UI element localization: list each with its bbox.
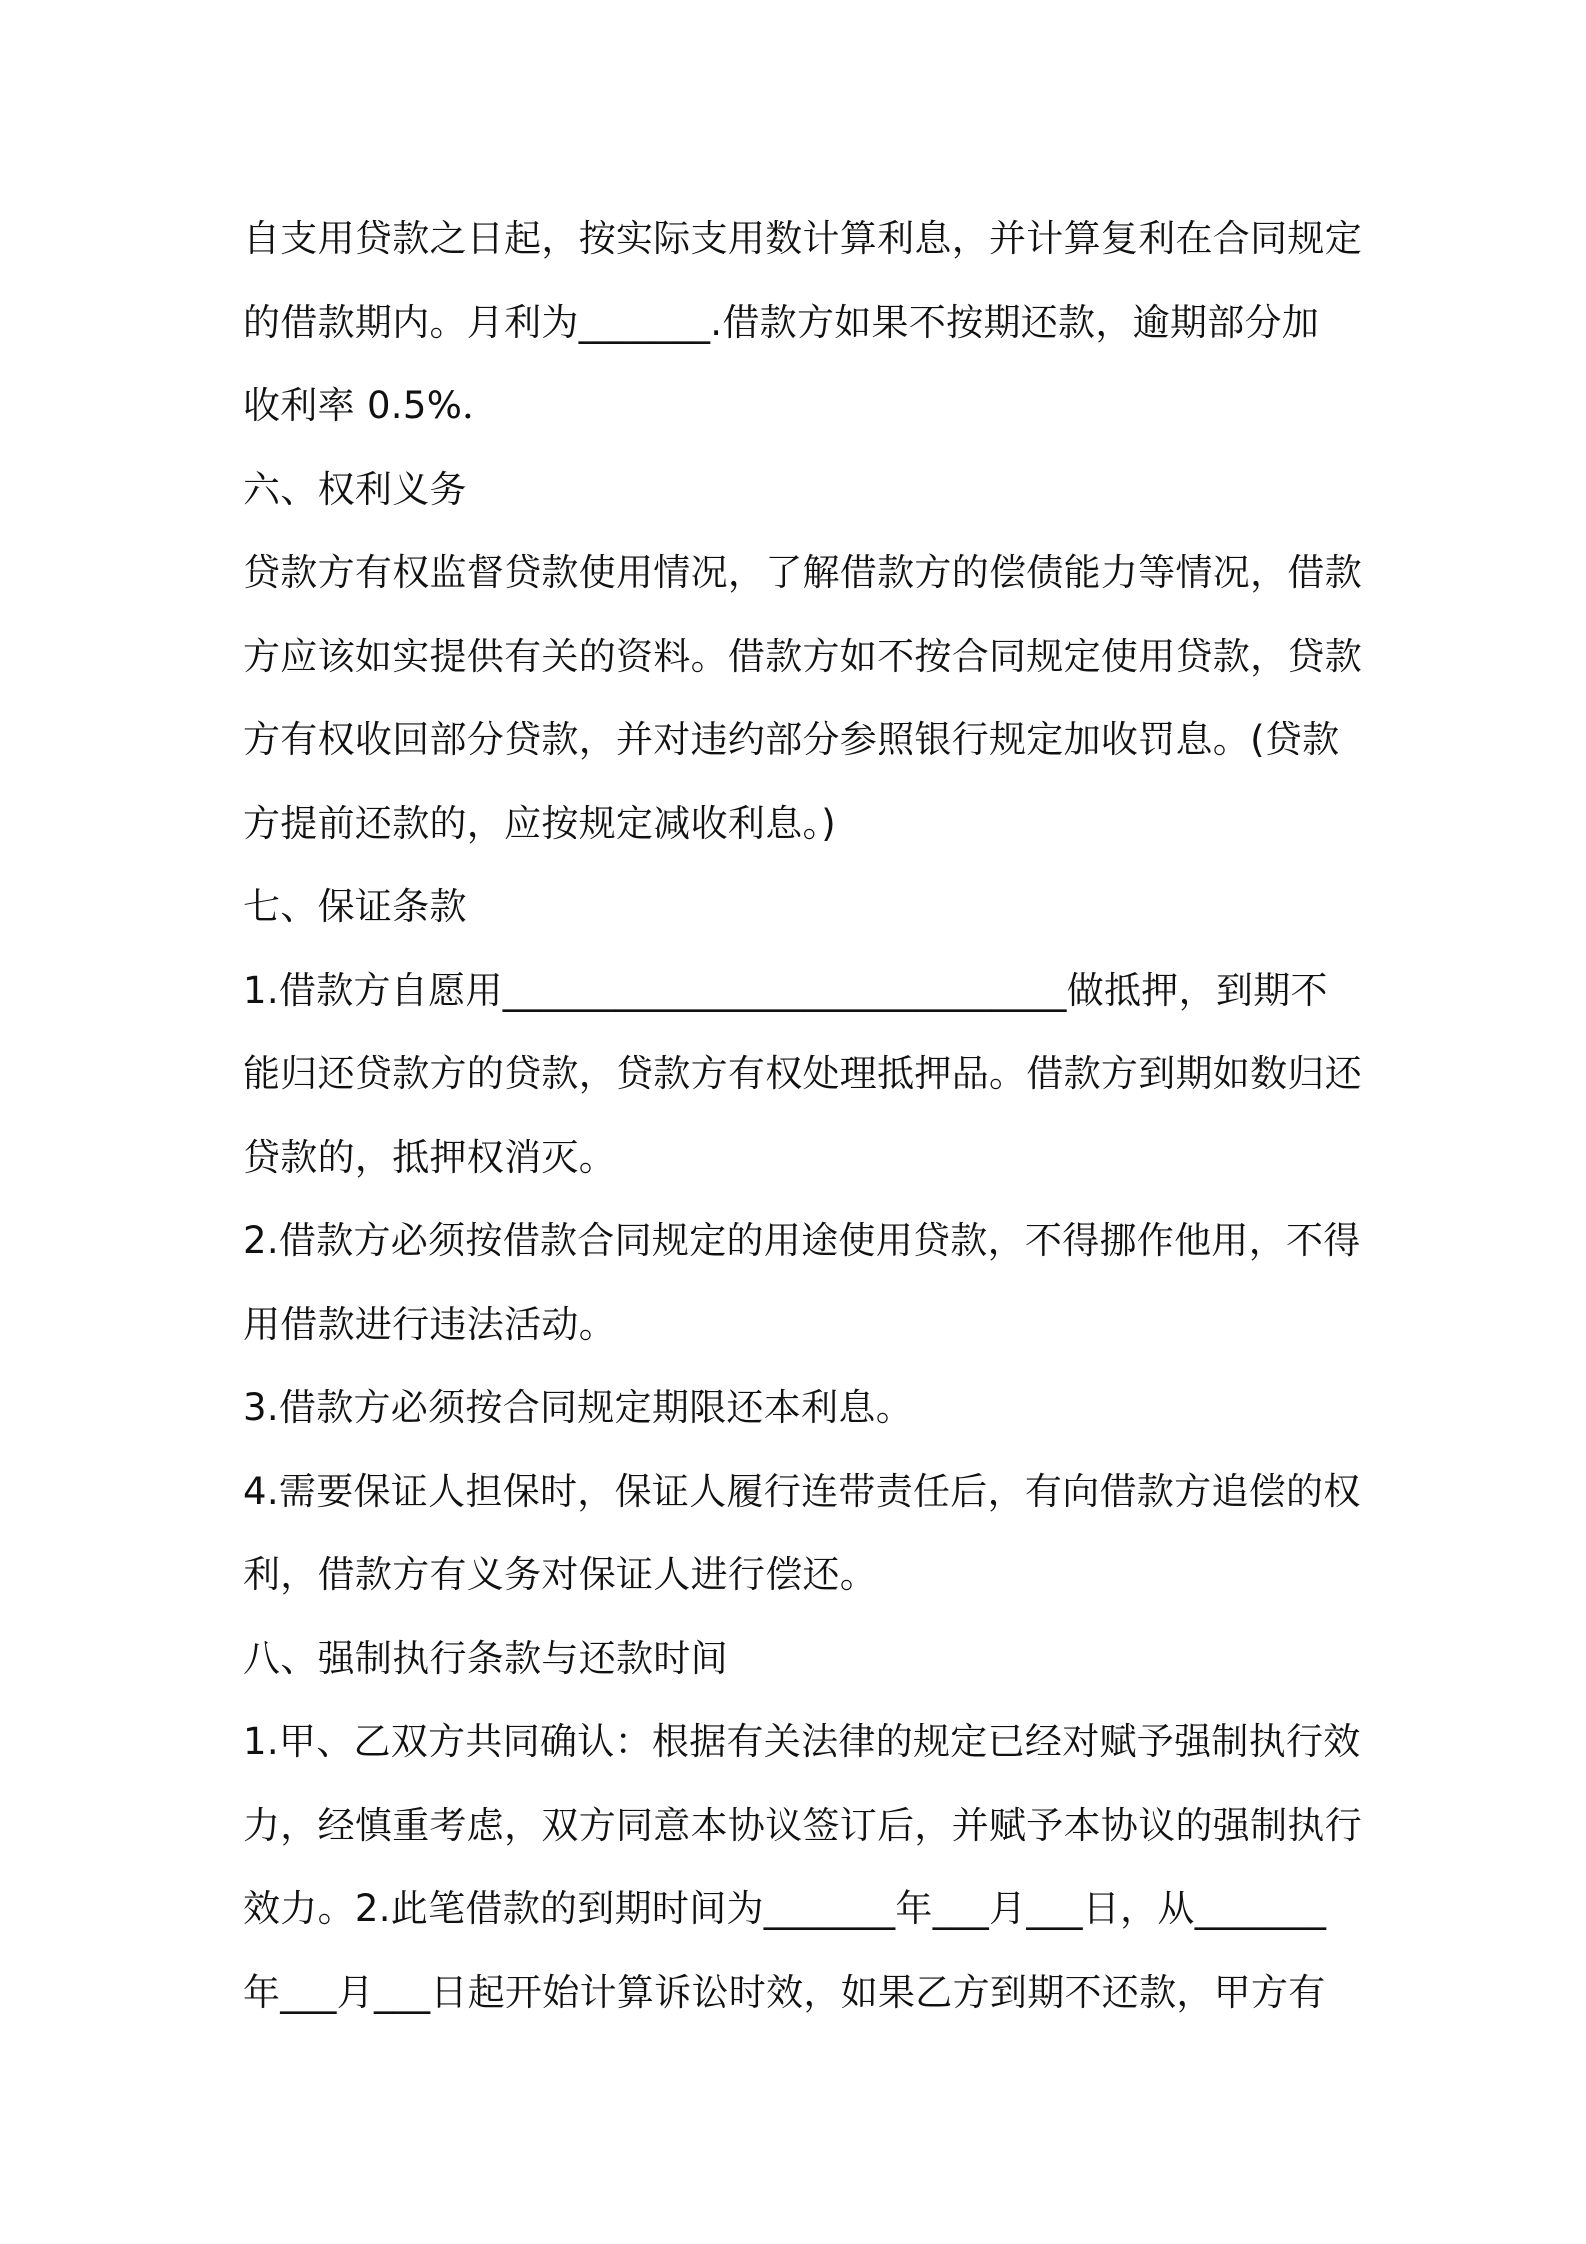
text-line: 贷款的，抵押权消灭。 [243, 1135, 616, 1179]
text-line: 能归还贷款方的贷款，贷款方有权处理抵押品。借款方到期如数归还 [243, 1052, 1362, 1095]
text-line: 利，借款方有义务对保证人进行偿还。 [243, 1553, 878, 1596]
text-line: 效力。2.此笔借款的到期时间为_______年___月___日，从_______ [243, 1887, 1327, 1930]
text-line: 贷款方有权监督贷款使用情况，了解借款方的偿债能力等情况，借款 [243, 551, 1362, 594]
text-line: 的借款期内。月利为_______.借款方如果不按期还款，逾期部分加 [243, 300, 1320, 344]
text-line: 方有权收回部分贷款，并对违约部分参照银行规定加收罚息。(贷款 [243, 718, 1340, 761]
text-line: 3.借款方必须按合同规定期限还本利息。 [243, 1386, 914, 1429]
section-heading-rights-obligations: 六、权利义务 [243, 467, 467, 511]
section-heading-guarantee-clauses: 七、保证条款 [243, 885, 467, 928]
text-line: 年___月___日起开始计算诉讼时效，如果乙方到期不还款，甲方有 [243, 1970, 1326, 2014]
text-line: 2.借款方必须按借款合同规定的用途使用贷款，不得挪作他用，不得 [243, 1219, 1361, 1262]
text-line: 用借款进行违法活动。 [243, 1302, 616, 1346]
text-line: 1.借款方自愿用______________________________做抵押，到期不 [243, 968, 1328, 1012]
text-line: 4.需要保证人担保时，保证人履行连带责任后，有向借款方追偿的权 [243, 1469, 1361, 1513]
section-heading-enforcement-repayment: 八、强制执行条款与还款时间 [243, 1636, 728, 1680]
text-line: 方应该如实提供有关的资料。借款方如不按合同规定使用贷款，贷款 [243, 634, 1362, 678]
text-line: 方提前还款的，应按规定减收利息。) [243, 801, 837, 845]
text-line: 力，经慎重考虑，双方同意本协议签订后，并赋予本协议的强制执行 [243, 1803, 1362, 1847]
text-line: 收利率 0.5%． [243, 384, 500, 427]
text-line: 1.甲、乙双方共同确认：根据有关法律的规定已经对赋予强制执行效 [243, 1720, 1361, 1763]
text-line: 自支用贷款之日起，按实际支用数计算利息，并计算复利在合同规定 [243, 217, 1362, 260]
contract-text-body [243, 197, 1363, 2034]
